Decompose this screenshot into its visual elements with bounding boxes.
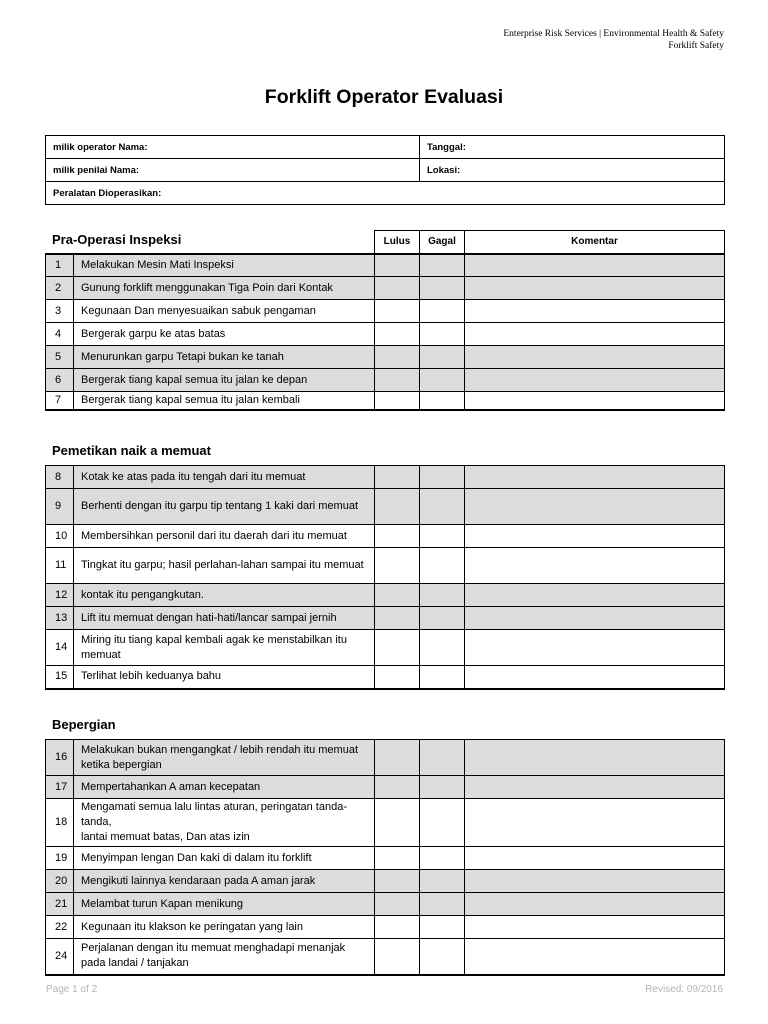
pass-cell[interactable]	[375, 584, 420, 607]
revision-date: Revised: 09/2016	[645, 984, 723, 995]
evaluation-row	[46, 666, 725, 689]
pass-cell[interactable]	[375, 277, 420, 300]
pass-cell[interactable]	[375, 799, 420, 847]
item-description: Mengamati semua lalu lintas aturan, peringatan tanda-tanda, lantai memuat batas, Dan atas izin	[74, 799, 375, 847]
item-description: Gunung forklift menggunakan Tiga Poin dari Kontak	[74, 277, 375, 300]
evaluation-row	[46, 525, 725, 548]
pass-cell[interactable]	[375, 548, 420, 584]
pass-cell[interactable]	[375, 323, 420, 346]
comment-cell[interactable]	[465, 584, 725, 607]
evaluation-row	[46, 323, 725, 346]
comment-cell[interactable]	[465, 548, 725, 584]
operator-name-field[interactable]: milik operator Nama:	[46, 136, 420, 159]
pass-cell[interactable]	[375, 939, 420, 975]
fail-cell[interactable]	[420, 607, 465, 630]
pass-cell[interactable]	[375, 847, 420, 870]
comment-cell[interactable]	[465, 847, 725, 870]
column-header-pass: Lulus	[375, 231, 420, 254]
evaluation-row	[46, 799, 725, 847]
header-department: Enterprise Risk Services | Environmental Health & Safety	[503, 29, 724, 39]
evaluation-table-picking-load	[45, 465, 725, 690]
evaluation-row	[46, 300, 725, 323]
evaluation-row	[46, 740, 725, 776]
evaluation-row	[46, 254, 725, 277]
item-description: Bergerak tiang kapal semua itu jalan ke depan	[74, 369, 375, 392]
comment-cell[interactable]	[465, 369, 725, 392]
document-header	[503, 28, 724, 52]
comment-cell[interactable]	[465, 916, 725, 939]
pass-cell[interactable]	[375, 254, 420, 277]
item-number: 9	[46, 489, 74, 525]
fail-cell[interactable]	[420, 847, 465, 870]
evaluation-table-pre-operation	[45, 230, 725, 411]
item-description: Mengikuti lainnya kendaraan pada A aman jarak	[74, 870, 375, 893]
fail-cell[interactable]	[420, 525, 465, 548]
comment-cell[interactable]	[465, 392, 725, 411]
pass-cell[interactable]	[375, 607, 420, 630]
evaluation-row	[46, 939, 725, 975]
item-description: Menurunkan garpu Tetapi bukan ke tanah	[74, 346, 375, 369]
item-number: 4	[46, 323, 74, 346]
evaluation-row	[46, 489, 725, 525]
comment-cell[interactable]	[465, 799, 725, 847]
pass-cell[interactable]	[375, 489, 420, 525]
pass-cell[interactable]	[375, 870, 420, 893]
info-table	[45, 135, 725, 205]
item-number: 21	[46, 893, 74, 916]
fail-cell[interactable]	[420, 369, 465, 392]
section-title-pre-operation: Pra-Operasi Inspeksi	[52, 232, 182, 247]
fail-cell[interactable]	[420, 392, 465, 411]
comment-cell[interactable]	[465, 666, 725, 689]
evaluator-name-field[interactable]: milik penilai Nama:	[46, 159, 420, 182]
item-description: Melakukan bukan mengangkat / lebih rendah itu memuat ketika bepergian	[74, 740, 375, 776]
comment-cell[interactable]	[465, 323, 725, 346]
section-title-traveling: Bepergian	[52, 717, 116, 732]
column-header-comments: Komentar	[465, 231, 725, 254]
item-description: Kegunaan itu klakson ke peringatan yang lain	[74, 916, 375, 939]
item-description: Terlihat lebih keduanya bahu	[74, 666, 375, 689]
item-description: Mempertahankan A aman kecepatan	[74, 776, 375, 799]
item-description: kontak itu pengangkutan.	[74, 584, 375, 607]
comment-cell[interactable]	[465, 893, 725, 916]
evaluation-row	[46, 548, 725, 584]
item-description: Miring itu tiang kapal kembali agak ke menstabilkan itu memuat	[74, 630, 375, 666]
fail-cell[interactable]	[420, 584, 465, 607]
item-number: 11	[46, 548, 74, 584]
comment-cell[interactable]	[465, 607, 725, 630]
fail-cell[interactable]	[420, 548, 465, 584]
item-description: Kotak ke atas pada itu tengah dari itu memuat	[74, 466, 375, 489]
item-number: 17	[46, 776, 74, 799]
item-description: Kegunaan Dan menyesuaikan sabuk pengaman	[74, 300, 375, 323]
item-description: Bergerak tiang kapal semua itu jalan kembali	[74, 392, 375, 411]
fail-cell[interactable]	[420, 346, 465, 369]
pass-cell[interactable]	[375, 346, 420, 369]
fail-cell[interactable]	[420, 799, 465, 847]
item-number: 3	[46, 300, 74, 323]
item-description: Bergerak garpu ke atas batas	[74, 323, 375, 346]
pass-cell[interactable]	[375, 392, 420, 411]
item-description: Melakukan Mesin Mati Inspeksi	[74, 254, 375, 277]
item-description: Berhenti dengan itu garpu tip tentang 1 kaki dari memuat	[74, 489, 375, 525]
fail-cell[interactable]	[420, 666, 465, 689]
evaluation-row	[46, 346, 725, 369]
comment-cell[interactable]	[465, 254, 725, 277]
fail-cell[interactable]	[420, 630, 465, 666]
evaluation-row	[46, 392, 725, 411]
evaluation-row	[46, 893, 725, 916]
item-number: 6	[46, 369, 74, 392]
item-number: 13	[46, 607, 74, 630]
item-description: Tingkat itu garpu; hasil perlahan-lahan sampai itu memuat	[74, 548, 375, 584]
item-number: 12	[46, 584, 74, 607]
fail-cell[interactable]	[420, 740, 465, 776]
fail-cell[interactable]	[420, 466, 465, 489]
pass-cell[interactable]	[375, 369, 420, 392]
item-number: 7	[46, 392, 74, 411]
item-number: 22	[46, 916, 74, 939]
item-number: 5	[46, 346, 74, 369]
comment-cell[interactable]	[465, 346, 725, 369]
comment-cell[interactable]	[465, 630, 725, 666]
item-number: 24	[46, 939, 74, 975]
fail-cell[interactable]	[420, 776, 465, 799]
page-title: Forklift Operator Evaluasi	[264, 86, 504, 108]
section-title-picking-load: Pemetikan naik a memuat	[52, 443, 211, 458]
pass-cell[interactable]	[375, 466, 420, 489]
header-topic: Forklift Safety	[668, 41, 724, 51]
fail-cell[interactable]	[420, 323, 465, 346]
item-description: Membersihkan personil dari itu daerah dari itu memuat	[74, 525, 375, 548]
evaluation-row	[46, 584, 725, 607]
evaluation-row	[46, 466, 725, 489]
fail-cell[interactable]	[420, 893, 465, 916]
comment-cell[interactable]	[465, 939, 725, 975]
item-description: Melambat turun Kapan menikung	[74, 893, 375, 916]
item-number: 16	[46, 740, 74, 776]
pass-cell[interactable]	[375, 630, 420, 666]
evaluation-row	[46, 847, 725, 870]
header-spacer	[46, 231, 375, 254]
evaluation-row	[46, 630, 725, 666]
comment-cell[interactable]	[465, 776, 725, 799]
item-number: 20	[46, 870, 74, 893]
evaluation-table-traveling	[45, 739, 725, 976]
pass-cell[interactable]	[375, 300, 420, 323]
pass-cell[interactable]	[375, 776, 420, 799]
fail-cell[interactable]	[420, 916, 465, 939]
fail-cell[interactable]	[420, 300, 465, 323]
item-number: 1	[46, 254, 74, 277]
evaluation-row	[46, 607, 725, 630]
comment-cell[interactable]	[465, 466, 725, 489]
pass-cell[interactable]	[375, 525, 420, 548]
comment-cell[interactable]	[465, 870, 725, 893]
item-number: 15	[46, 666, 74, 689]
pass-cell[interactable]	[375, 893, 420, 916]
fail-cell[interactable]	[420, 254, 465, 277]
date-field[interactable]: Tanggal:	[420, 136, 725, 159]
item-description: Lift itu memuat dengan hati-hati/lancar sampai jernih	[74, 607, 375, 630]
evaluation-row	[46, 277, 725, 300]
item-number: 8	[46, 466, 74, 489]
location-field[interactable]: Lokasi:	[420, 159, 725, 182]
comment-cell[interactable]	[465, 300, 725, 323]
item-description: Menyimpan lengan Dan kaki di dalam itu forklift	[74, 847, 375, 870]
pass-cell[interactable]	[375, 666, 420, 689]
evaluation-row	[46, 916, 725, 939]
column-header-fail: Gagal	[420, 231, 465, 254]
comment-cell[interactable]	[465, 740, 725, 776]
fail-cell[interactable]	[420, 277, 465, 300]
comment-cell[interactable]	[465, 277, 725, 300]
item-number: 10	[46, 525, 74, 548]
pass-cell[interactable]	[375, 916, 420, 939]
fail-cell[interactable]	[420, 870, 465, 893]
comment-cell[interactable]	[465, 525, 725, 548]
item-description: Perjalanan dengan itu memuat menghadapi menanjak pada landai / tanjakan	[74, 939, 375, 975]
evaluation-row	[46, 870, 725, 893]
page-number: Page 1 of 2	[46, 984, 98, 995]
evaluation-row	[46, 369, 725, 392]
item-number: 18	[46, 799, 74, 847]
fail-cell[interactable]	[420, 489, 465, 525]
equipment-field[interactable]: Peralatan Dioperasikan:	[46, 182, 725, 205]
evaluation-row	[46, 776, 725, 799]
item-number: 2	[46, 277, 74, 300]
pass-cell[interactable]	[375, 740, 420, 776]
fail-cell[interactable]	[420, 939, 465, 975]
item-number: 14	[46, 630, 74, 666]
comment-cell[interactable]	[465, 489, 725, 525]
item-number: 19	[46, 847, 74, 870]
